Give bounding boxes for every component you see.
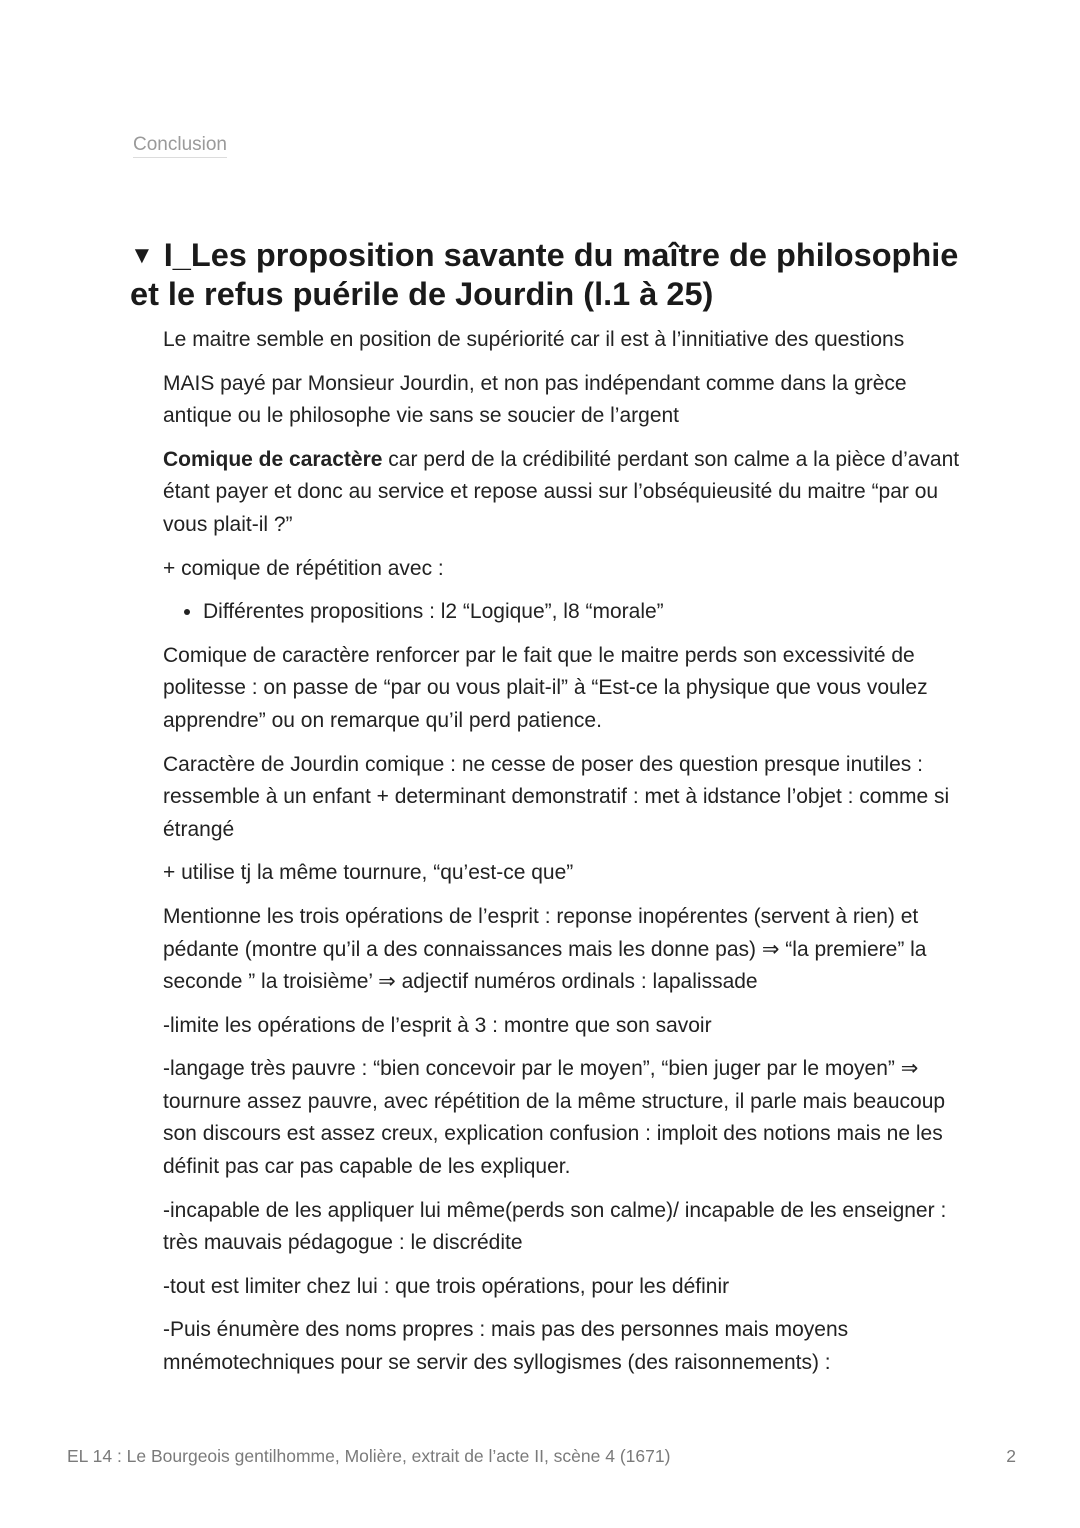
paragraph: -incapable de les appliquer lui même(perds son calme)/ incapable de les enseigner : très mauvais pédagogue : le discrédite bbox=[163, 1198, 947, 1255]
paragraph: + utilise tj la même tournure, “qu’est-ce que” bbox=[163, 861, 574, 885]
conclusion-link[interactable]: Conclusion bbox=[133, 134, 227, 158]
paragraph bbox=[163, 444, 963, 542]
paragraph: Caractère de Jourdin comique : ne cesse de poser des question presque inutiles : ressemble à un enfant + determinant demonstratif : met à idstance l’objet : comme si étrangé bbox=[163, 752, 950, 841]
footer-document-title: EL 14 : Le Bourgeois gentilhomme, Molière, extrait de l’acte II, scène 4 (1671) bbox=[67, 1446, 671, 1466]
section-content bbox=[163, 324, 963, 1391]
list-item: • Différentes propositions : l2 “Logique”, l8 “morale” bbox=[203, 596, 963, 629]
toggle-triangle-icon[interactable]: ▼ bbox=[130, 242, 154, 269]
paragraph: MAIS payé par Monsieur Jourdin, et non pas indépendant comme dans la grèce antique ou le philosophe vie sans se soucier de l’argent bbox=[163, 371, 907, 428]
bold-term: Comique de caractère bbox=[163, 447, 383, 471]
paragraph: Comique de caractère renforcer par le fait que le maitre perds son excessivité de politesse : on passe de “par ou vous plait-il” à “Est-ce la physique que vous voulez apprendre” ou on remarque qu’il perd patience. bbox=[163, 643, 928, 732]
paragraph: + comique de répétition avec : bbox=[163, 556, 444, 580]
paragraph-text: car perd de la crédibilité perdant son calme a la pièce d’avant étant payer et donc au service et repose aussi sur l’obséquieusité du maitre “par ou vous plait-il ?” bbox=[163, 447, 960, 536]
section-heading bbox=[130, 236, 970, 314]
paragraph: -limite les opérations de l’esprit à 3 : montre que son savoir bbox=[163, 1013, 712, 1037]
paragraph: Mentionne les trois opérations de l’esprit : reponse inopérentes (servent à rien) et pédante (montre qu’il a des connaissances mais les donne pas) ⇒ “la premiere” la seconde ” la troisième’ ⇒ adjectif numéros ordinals : lapalissade bbox=[163, 904, 927, 994]
paragraph: -Puis énumère des noms propres : mais pas des personnes mais moyens mnémotechniques pour se servir des syllogismes (des raisonnements) : bbox=[163, 1318, 849, 1375]
bullet-list bbox=[163, 596, 963, 629]
paragraph: -tout est limiter chez lui : que trois opérations, pour les définir bbox=[163, 1274, 730, 1298]
paragraph: Le maitre semble en position de supériorité car il est à l’innitiative des questions bbox=[163, 328, 905, 351]
paragraph: -langage très pauvre : “bien concevoir par le moyen”, “bien juger par le moyen” ⇒ tournure assez pauvre, avec répétition de la même structure, il parle mais beaucoup son discours est assez creux, explication confusion : imploit des notions mais ne les définit pas car pas capable de les expliquer. bbox=[163, 1057, 946, 1179]
section-title: I_Les proposition savante du maître de philosophie et le refus puérile de Jourdin (l.1 à 25) bbox=[130, 237, 959, 312]
page-footer bbox=[67, 1446, 1016, 1467]
page-number: 2 bbox=[1006, 1446, 1016, 1466]
